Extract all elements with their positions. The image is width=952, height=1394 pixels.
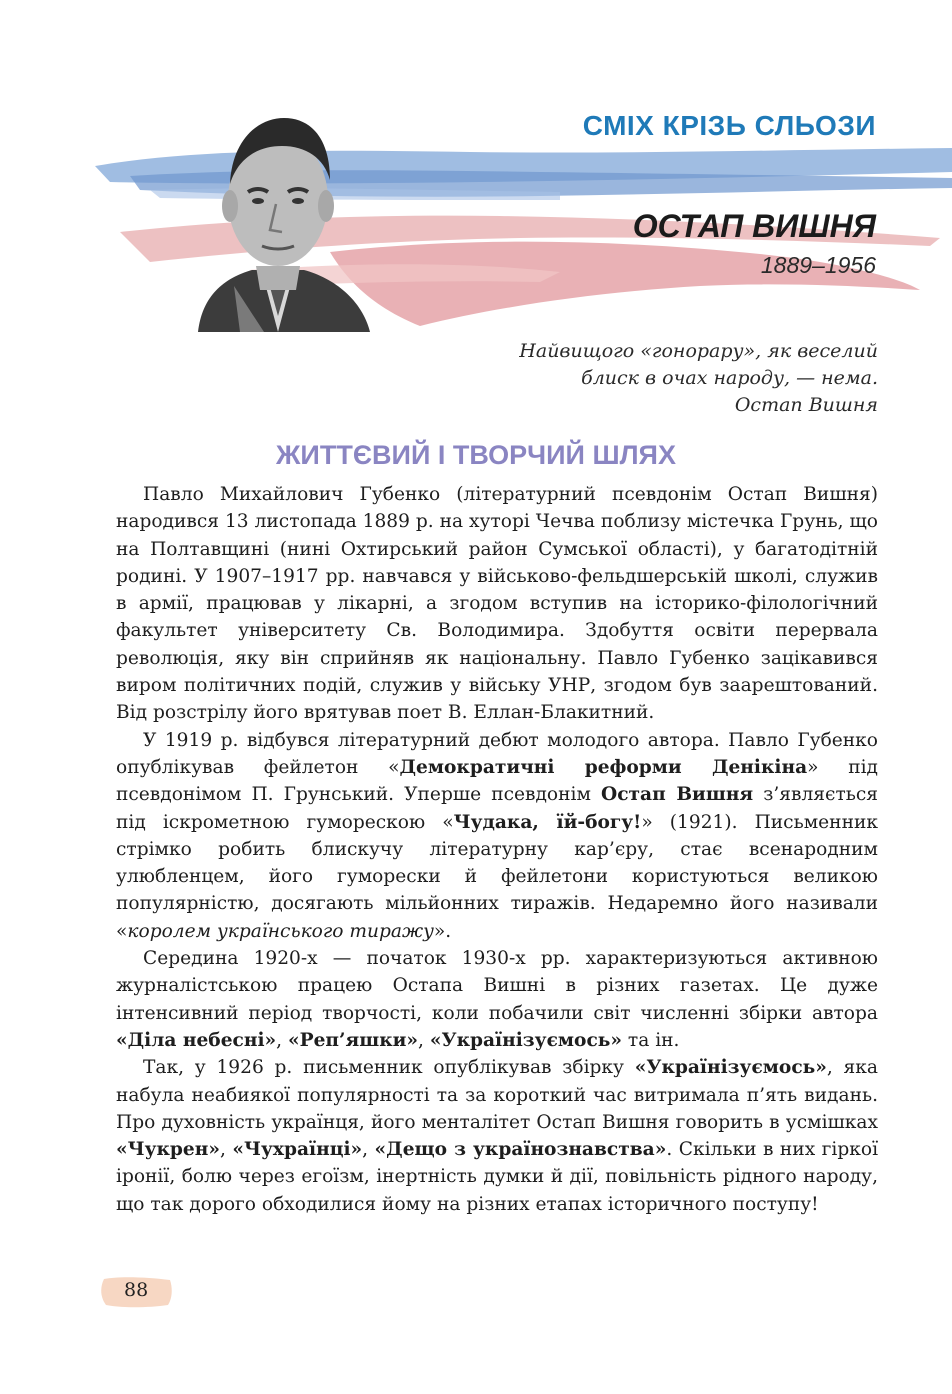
paragraph: Так, у 1926 р. письменник опублікував збірку «Українізуємось», яка набула неабиякої популярності та за короткий час витримала п’ять видань. Про духовність українця, його менталітет Остап Вишня говорить в усмішках «Чукрен», «Чухраїнці», «Дещо з українознавства». Скільки в них гіркої іронії, болю через егоїзм, інертність думки й дії, повільність рідного народу, що так дорого обходилися йому на різних етапах історичного поступу! [116,1057,879,1215]
page-number: 88 [124,1279,149,1301]
author-name: ОСТАП ВИШНЯ [632,208,876,244]
paragraph: Павло Михайлович Губенко (літературний псевдонім Остап Вишня) народився 13 листопада 1889 р. на хуторі Чечва поблизу містечка Грунь, що на Полтавщині (нині Охтирський район Сумської області), у багатодітній родині. У 1907–1917 рр. навчався у військово-фельдшерській школі, служив в армії, працював у лікарні, а згодом вступив на історико-філологічний факультет університету Св. Володимира. Здобуття освіти перервала революція, яку він сприйняв як національну. Павло Губенко зацікавився виром політичних подій, служив у війську УНР, згодом був заарештований. Від розстрілу його врятував поет В. Еллан-Блакитний. [116,484,878,724]
bold-title: «Чухраїнці» [232,1139,363,1161]
bold-title: «Дещо з українознавства» [374,1139,667,1161]
section-title: СМІХ КРІЗЬ СЛЬОЗИ [582,110,876,141]
italic-phrase: королем українського тиражу [127,920,434,942]
author-years: 1889–1956 [760,252,876,278]
paragraph: Середина 1920-х — початок 1930-х рр. характеризуються активною журналістською працею Остапа Вишні в різних газетах. Це дуже інтенсивний період творчості, коли побачили світ численні збірки автора «Діла небесні», «Реп’яшки», «Українізуємось» та ін. [116,948,878,1051]
bold-title: Демократичні реформи Денікіна [399,756,808,778]
paragraph: У 1919 р. відбувся літературний дебют молодого автора. Павло Губенко опублікував фейлетон «Демократичні реформи Денікіна» під псевдонімом П. Грунський. Уперше псевдонім Остап Вишня з’являється під іскрометною гуморескою «Чудака, їй-богу!» (1921). Письменник стрімко робить блискучу літературну кар’єру, стає всенародним улюбленцем, його гуморески й фейлетони користуються великою популярністю, досягають мільйонних тиражів. Недаремно його називали «королем українського тиражу». [116,729,878,942]
epigraph-line: Найвищого «гонорару», як веселий [519,340,878,362]
brush-stroke-banner [0,0,952,360]
bold-title: «Реп’яшки» [287,1029,419,1051]
epigraph-attribution: Остап Вишня [734,394,878,416]
bold-title: Чудака, їй-богу! [453,811,642,833]
chapter-heading: ЖИТТЄВИЙ І ТВОРЧИЙ ШЛЯХ [276,440,676,470]
epigraph-line: блиск в очах народу, — нема. [581,367,878,389]
bold-pseudonym: Остап Вишня [601,784,754,806]
body-text [116,481,878,1218]
author-portrait [178,96,378,332]
bold-title: «Діла небесні» [116,1029,277,1051]
bold-title: «Українізуємось» [634,1057,827,1079]
bold-title: «Українізуємось» [429,1029,623,1051]
epigraph [519,338,878,419]
bold-title: «Чукрен» [116,1139,220,1161]
